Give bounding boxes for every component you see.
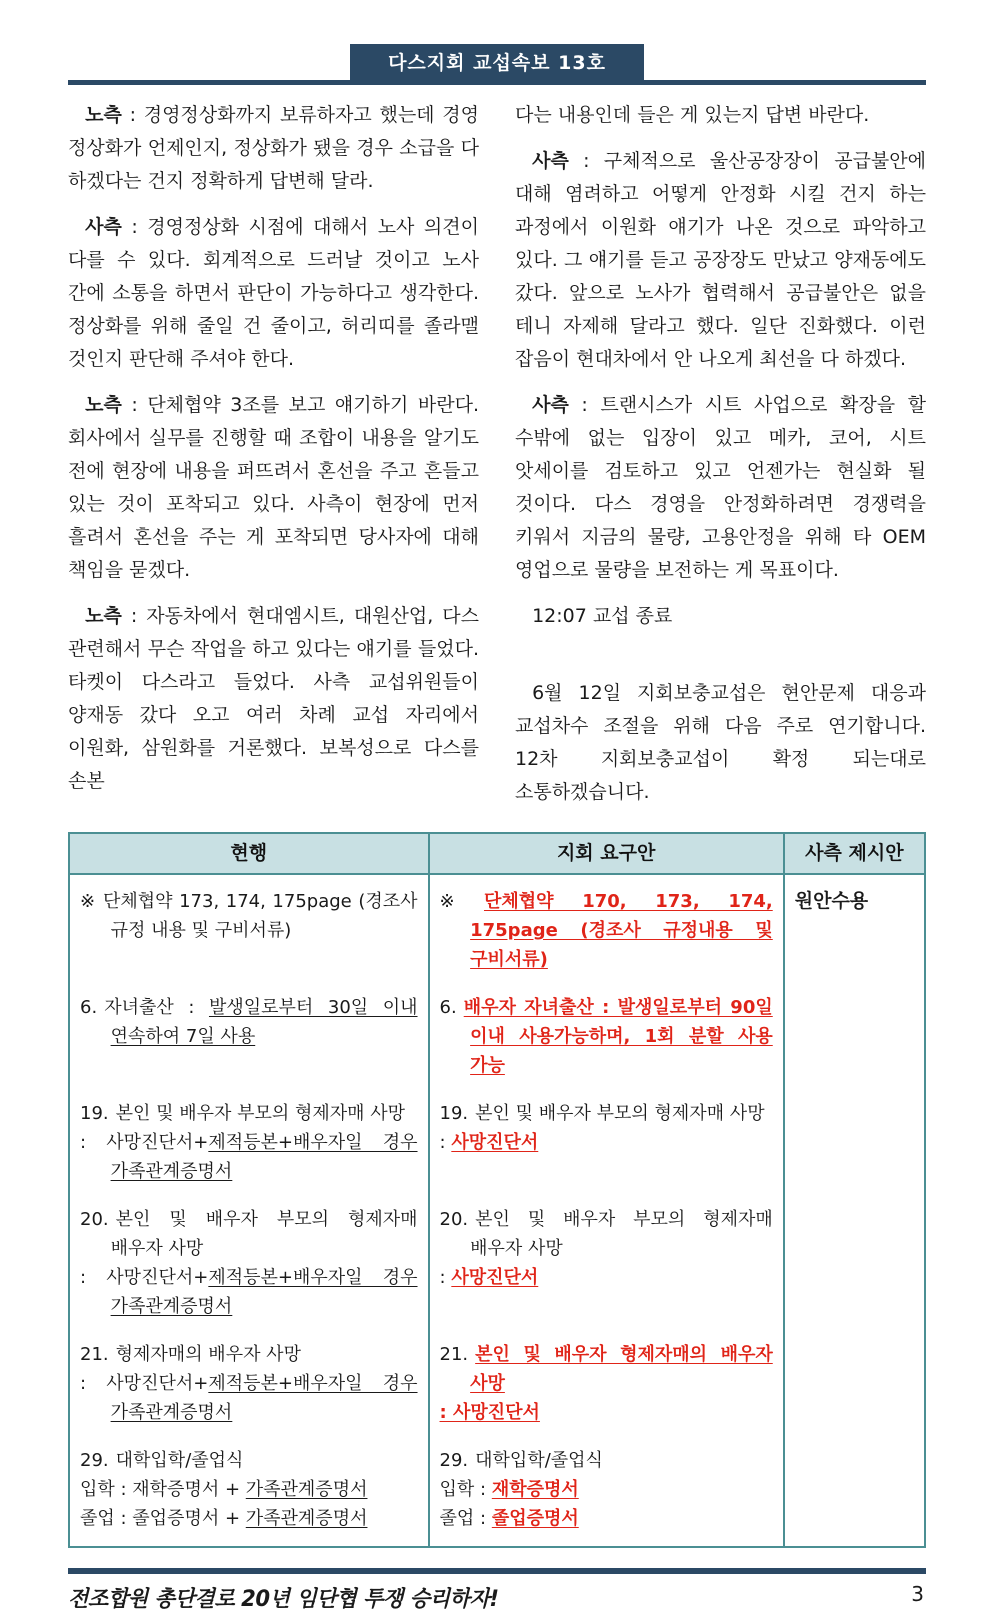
paragraph-text: : 경영정상화 시점에 대해서 노사 의견이 다를 수 있다. 회계적으로 드러날 것이고 노사 간에 소통을 하면서 판단이 가능하다고 생각한다. 정상화를 위해 줄일 건 줄이고, 허리띠를 졸라맬 것인지 판단해 주셔야 한다.	[68, 216, 479, 370]
cell-company-response: 원안수용	[784, 874, 925, 1547]
item-documents: : 사망진단서+제적등본+배우자일 경우 가족관계증명서	[80, 1267, 418, 1317]
union-slogan: 전조합원 총단결로 20년 임단협 투쟁 승리하자!	[68, 1587, 499, 1612]
cell-current-item6	[69, 987, 429, 1093]
cell-demand-item29	[429, 1440, 784, 1547]
item-documents: : 사망진단서+제적등본+배우자일 경우 가족관계증명서	[80, 1373, 418, 1423]
agreement-comparison-table	[68, 832, 926, 1548]
item-text: 6. 배우자 자녀출산 : 발생일로부터 90일 이내 사용가능하며, 1회 분할 사용 가능	[439, 997, 773, 1076]
item-documents: : 사망진단서	[439, 1132, 539, 1153]
item-title: 19. 본인 및 배우자 부모의 형제자매 사망	[80, 1103, 406, 1124]
item-title: 21. 본인 및 배우자 형제자매의 배우자 사망	[439, 1344, 773, 1394]
item-text: ※ 단체협약 170, 173, 174, 175page (경조사 규정내용 및 구비서류)	[439, 891, 773, 970]
cell-demand-note	[429, 874, 784, 987]
item-title: 20. 본인 및 배우자 부모의 형제자매 배우자 사망	[80, 1209, 418, 1259]
newsletter-title: 다스지회 교섭속보 13호	[350, 44, 644, 80]
item-title: 29. 대학입학/졸업식	[80, 1450, 244, 1471]
column-header-current: 현행	[69, 833, 429, 874]
minutes-column-left	[68, 99, 479, 822]
page-footer	[68, 1568, 926, 1613]
paragraph-text: : 자동차에서 현대엠시트, 대원산업, 다스 관련해서 무슨 작업을 하고 있다는 얘기를 들었다. 타켓이 다스라고 들었다. 사측 교섭위원들이 양재동 갔다 오고 여러 차례 교섭 자리에서 이원화, 삼원화를 거론했다. 보복성으로 다스를 손본	[68, 605, 479, 792]
cell-demand-item19	[429, 1093, 784, 1199]
paragraph-company-1	[68, 211, 479, 376]
cell-current-item19	[69, 1093, 429, 1199]
item-title: 19. 본인 및 배우자 부모의 형제자매 사망	[439, 1103, 765, 1124]
speaker-label: 사측	[85, 216, 122, 238]
item-line-admission: 입학 : 재학증명서	[439, 1479, 579, 1500]
paragraph-union-2	[68, 389, 479, 587]
item-marker: 29.	[439, 1450, 469, 1471]
item-line-graduation: 졸업 : 졸업증명서 + 가족관계증명서	[80, 1508, 368, 1529]
column-header-union-demand: 지회 요구안	[429, 833, 784, 874]
item-title: 21. 형제자매의 배우자 사망	[80, 1344, 301, 1365]
item-title: 29. 대학입학/졸업식	[439, 1450, 603, 1471]
item-marker: 6.	[439, 997, 457, 1018]
paragraph-union-1	[68, 99, 479, 198]
speaker-label: 노측	[85, 394, 122, 416]
speaker-label: 사측	[532, 394, 569, 416]
paragraph-text: : 경영정상화까지 보류하자고 했는데 경영 정상화가 언제인지, 정상화가 됐을 경우 소급을 다 하겠다는 건지 정확하게 답변해 달라.	[68, 104, 479, 192]
item-documents: : 사망진단서	[439, 1267, 539, 1288]
cell-demand-item21	[429, 1334, 784, 1440]
paragraph-text: : 구체적으로 울산공장장이 공급불안에 대해 염려하고 어떻게 안정화 시킬 건지 하는 과정에서 이원화 얘기가 나온 것으로 파악하고 있다. 그 얘기를 듣고 공장장도 만났고 양재동에도 갔다. 앞으로 노사가 협력해서 공급불안은 없을 테니 자제해 달라고 했다. 일단 진화했다. 이런 잡음이 현대차에서 안 나오게 최선을 다 하겠다.	[515, 150, 926, 370]
item-marker: ※	[439, 891, 477, 912]
item-marker: 19.	[439, 1103, 469, 1124]
item-line-admission: 입학 : 재학증명서 + 가족관계증명서	[80, 1479, 368, 1500]
paragraph-company-3	[515, 389, 926, 587]
item-marker: ※	[80, 891, 96, 912]
cell-current-item21	[69, 1334, 429, 1440]
paragraph-text: : 단체협약 3조를 보고 얘기하기 바란다. 회사에서 실무를 진행할 때 조합이 내용을 알기도 전에 현장에 내용을 퍼뜨려서 혼선을 주고 흔들고 있는 것이 포착되고 있다. 사측이 현장에 먼저 흘려서 혼선을 주는 게 포착되면 당사자에 대해 책임을 묻겠다.	[68, 394, 479, 581]
minutes-section	[68, 99, 926, 822]
masthead	[68, 44, 926, 85]
speaker-label: 사측	[532, 150, 569, 172]
paragraph-company-2	[515, 145, 926, 376]
table-header-row	[69, 833, 925, 874]
page-number: 3	[911, 1582, 924, 1606]
minutes-column-right	[515, 99, 926, 822]
paragraph-notice: 6월 12일 지회보충교섭은 현안문제 대응과 교섭차수 조절을 위해 다음 주로 연기합니다. 12차 지회보충교섭이 확정 되는대로 소통하겠습니다.	[515, 682, 926, 803]
cell-current-note	[69, 874, 429, 987]
paragraph-continuation: 다는 내용인데 들은 게 있는지 답변 바란다.	[515, 104, 870, 126]
speaker-label: 노측	[85, 605, 122, 627]
meeting-end-time: 12:07 교섭 종료	[532, 605, 673, 627]
cell-demand-item20	[429, 1199, 784, 1334]
column-header-company-offer: 사측 제시안	[784, 833, 925, 874]
item-marker: 19.	[80, 1103, 109, 1124]
cell-current-item20	[69, 1199, 429, 1334]
item-marker: 29.	[80, 1450, 109, 1471]
table-row	[69, 874, 925, 987]
paragraph-union-3	[68, 600, 479, 798]
item-documents: : 사망진단서	[439, 1402, 540, 1423]
paragraph-text: : 트랜시스가 시트 사업으로 확장을 할 수밖에 없는 입장이 있고 메카, 코어, 시트 앗세이를 검토하고 있고 언젠가는 현실화 될 것이다. 다스 경영을 안정화하려면 경쟁력을 키워서 지금의 물량, 고용안정을 위해 타 OEM 영업으로 물량을 보전하는 게 목표이다.	[515, 394, 926, 581]
cell-demand-item6	[429, 987, 784, 1093]
item-marker: 20.	[439, 1209, 469, 1230]
item-marker: 6.	[80, 997, 98, 1018]
item-title: 20. 본인 및 배우자 부모의 형제자매 배우자 사망	[439, 1209, 773, 1259]
cell-current-item29	[69, 1440, 429, 1547]
item-marker: 21.	[80, 1344, 109, 1365]
item-text: 6. 자녀출산 : 발생일로부터 30일 이내 연속하여 7일 사용	[80, 997, 418, 1047]
item-line-graduation: 졸업 : 졸업증명서	[439, 1508, 579, 1529]
item-documents: : 사망진단서+제적등본+배우자일 경우 가족관계증명서	[80, 1132, 418, 1182]
speaker-label: 노측	[85, 104, 122, 126]
item-marker: 21.	[439, 1344, 469, 1365]
item-text: ※ 단체협약 173, 174, 175page (경조사 규정 내용 및 구비서류)	[80, 891, 418, 941]
item-marker: 20.	[80, 1209, 109, 1230]
